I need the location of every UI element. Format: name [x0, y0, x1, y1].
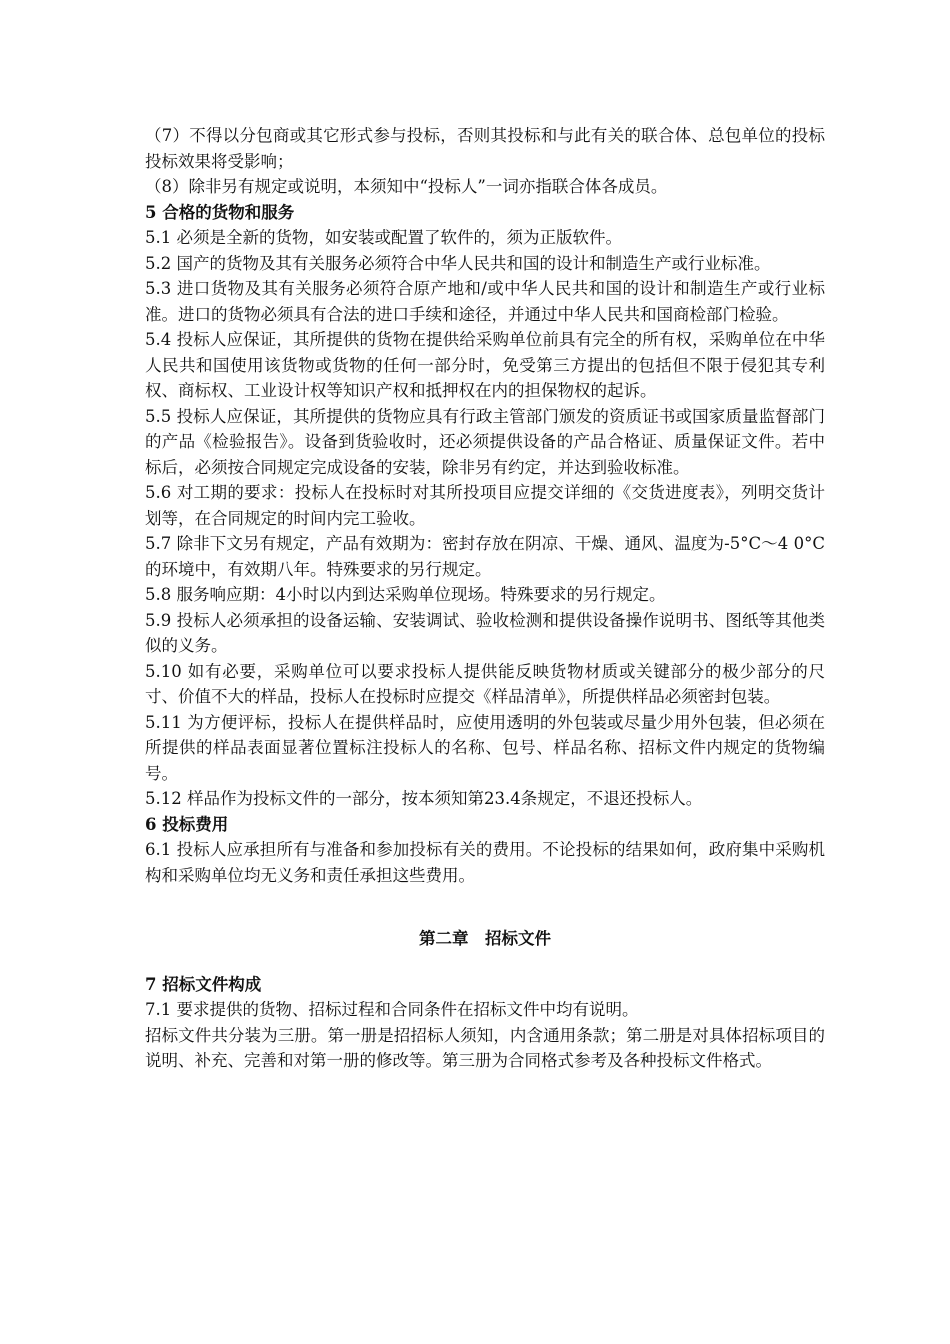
- section-7-heading: 7 招标文件构成: [145, 974, 262, 994]
- item-5-11: 5.11 为方便评标，投标人在提供样品时，应使用透明的外包装或尽量少用外包装，但必须在所提供的样品表面显著位置标注投标人的名称、包号、样品名称、招标文件内规定的货物编号。: [145, 712, 825, 783]
- item-5-12: 5.12 样品作为投标文件的一部分，按本须知第23.4条规定，不退还投标人。: [145, 789, 703, 808]
- item-5-6: 5.6 对工期的要求：投标人在投标时对其所投项目应提交详细的《交货进度表》，列明交货计划等，在合同规定的时间内完工验收。: [145, 483, 825, 528]
- item-5-8: 5.8 服务响应期：4小时以内到达采购单位现场。特殊要求的另行规定。: [145, 585, 666, 604]
- section-5-heading: 5 合格的货物和服务: [145, 202, 295, 222]
- item-6-1: 6.1 投标人应承担所有与准备和参加投标有关的费用。不论投标的结果如何，政府集中采购机构和采购单位均无义务和责任承担这些费用。: [145, 840, 825, 885]
- item-5-10: 5.10 如有必要，采购单位可以要求投标人提供能反映货物材质或关键部分的极少部分的尺寸、价值不大的样品，投标人在投标时应提交《样品清单》，所提供样品必须密封包装。: [145, 661, 825, 706]
- chapter-title: 第二章 招标文件: [419, 929, 551, 948]
- item-5-5: 5.5 投标人应保证，其所提供的货物应具有行政主管部门颁发的资质证书或国家质量监督部门的产品《检验报告》。设备到货验收时，还必须提供设备的产品合格证、质量保证文件。若中标后，必须按合同规定完成设备的安装，除非另有约定，并达到验收标准。: [145, 406, 825, 477]
- document-body: [145, 123, 825, 1074]
- item-7-1: 7.1 要求提供的货物、招标过程和合同条件在招标文件中均有说明。: [145, 1000, 639, 1019]
- paragraph-8: （8）除非另有规定或说明，本须知中“投标人”一词亦指联合体各成员。: [145, 177, 668, 196]
- item-5-7: 5.7 除非下文另有规定，产品有效期为：密封存放在阴凉、干燥、通风、温度为-5°C～4 0°C的环境中，有效期八年。特殊要求的另行规定。: [145, 534, 825, 579]
- section-6-heading: 6 投标费用: [145, 814, 229, 834]
- item-7-text: 招标文件共分装为三册。第一册是招招标人须知，内含通用条款；第二册是对具体招标项目的说明、补充、完善和对第一册的修改等。第三册为合同格式参考及各种投标文件格式。: [145, 1025, 825, 1070]
- item-5-1: 5.1 必须是全新的货物，如安装或配置了软件的，须为正版软件。: [145, 228, 622, 247]
- item-5-3: 5.3 进口货物及其有关服务必须符合原产地和/或中华人民共和国的设计和制造生产或行业标准。进口的货物必须具有合法的进口手续和途径，并通过中华人民共和国商检部门检验。: [145, 279, 825, 324]
- item-5-4: 5.4 投标人应保证，其所提供的货物在提供给采购单位前具有完全的所有权，采购单位在中华人民共和国使用该货物或货物的任何一部分时，免受第三方提出的包括但不限于侵犯其专利权、商标权、工业设计权等知识产权和抵押权在内的担保物权的起诉。: [145, 330, 825, 400]
- item-5-9: 5.9 投标人必须承担的设备运输、安装调试、验收检测和提供设备操作说明书、图纸等其他类似的义务。: [145, 610, 825, 655]
- item-5-2: 5.2 国产的货物及其有关服务必须符合中华人民共和国的设计和制造生产或行业标准。: [145, 253, 771, 273]
- paragraph-7: （7）不得以分包商或其它形式参与投标，否则其投标和与此有关的联合体、总包单位的投标投标效果将受影响；: [145, 126, 825, 171]
